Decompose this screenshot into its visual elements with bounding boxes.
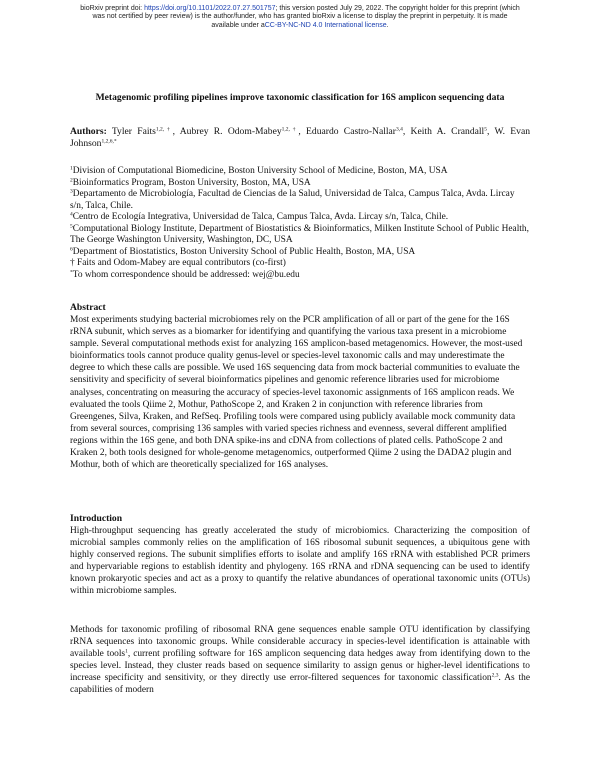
abstract-heading: Abstract: [70, 302, 106, 313]
author-affil-sup: 1,2,6,*: [101, 138, 117, 145]
affiliation-sup: 2: [70, 177, 73, 183]
author-name: Eduardo Castro-Nallar: [306, 126, 397, 137]
affiliation-text: To whom correspondence should be addressed: wej@bu.edu: [72, 269, 300, 280]
banner-text: .: [386, 21, 389, 29]
affiliation: [70, 224, 530, 247]
introduction-paragraph-1: High-throughput sequencing has greatly accelerated the study of microbiomics. Characterizing the composition of microbial samples commonly relies on the amplification of 16S ribosomal subunit sequences, a ubiquitous gene with highly conserved regions. The subunit simplifies efforts to isolate and amplify 16S rRNA with established PCR primers and hypervariable regions to establish identity and phylogeny. 16S rRNA and rDNA sequencing can be used to identify known prokaryotic species and act as a proxy to quantify the relative abundances of operational taxonomic units (OTUs) within microbiome samples.: [70, 526, 530, 597]
affiliation: [70, 212, 530, 224]
biorxiv-banner: [40, 5, 560, 30]
introduction-paragraph-2: [70, 624, 530, 697]
paper-title: Metagenomic profiling pipelines improve taxonomic classification for 16S amplicon sequencing data: [95, 92, 505, 103]
affiliation: [70, 189, 530, 212]
authors-label: Authors:: [70, 126, 107, 137]
affiliation-text: Bioinformatics Program, Boston University, Boston, MA, USA: [72, 177, 311, 188]
affiliation-text: Division of Computational Biomedicine, Boston University School of Medicine, Boston, MA, USA: [72, 166, 448, 176]
affiliation-sup: 5: [70, 223, 73, 229]
citation-sup: 1: [125, 648, 128, 655]
author-name: Tyler Faits: [106, 126, 156, 137]
author-name: Aubrey R. Odom-Mabey: [179, 126, 282, 137]
author-list: [70, 126, 530, 149]
banner-text: ; this version posted July 29, 2022. The copyright holder for this preprint (which: [275, 5, 520, 12]
affiliation: [70, 178, 530, 190]
affiliation-sup: 4: [70, 211, 73, 218]
affiliation-text: Centro de Ecología Integrativa, Universidad de Talca, Campus Talca, Avda. Lircay s/n, Talca, Chile.: [72, 212, 449, 222]
license-link[interactable]: CC-BY-NC-ND 4.0 International license: [264, 21, 387, 29]
author-affil-sup: 1,2,†: [281, 126, 299, 133]
citation-sup: 2,3: [491, 672, 499, 679]
co-first-note: [70, 258, 530, 270]
banner-text: bioRxiv preprint doi:: [80, 5, 145, 12]
author-affil-sup: 5: [484, 126, 487, 133]
banner-text: was not certified by peer review) is the author/funder, who has granted bioRxiv a license to display the preprint in perpetuity. It is made: [92, 13, 508, 21]
affiliation-text: Computational Biology Institute, Department of Biostatistics & Bioinformatics, Milken Institute School of Public Health, The George Washington University, Washington, DC, USA: [70, 223, 529, 245]
correspondence-note: [70, 270, 530, 282]
paragraph-text: . As the capabilities of modern: [70, 673, 530, 696]
author-name: W. Evan Johnson: [70, 126, 530, 149]
affiliation-sup: 6: [70, 246, 73, 252]
author-separator: ,: [402, 126, 411, 137]
affiliation-text: Departamento de Microbiología, Facultad de Ciencias de la Salud, Universidad de Talca, Campus Talca, Avda. Lircay s/n, Talca, Chile.: [70, 189, 515, 211]
banner-text: available under a: [211, 21, 265, 29]
author-separator: ,: [172, 126, 180, 137]
author-affil-sup: 3,4: [396, 126, 403, 133]
doi-link[interactable]: https://doi.org/10.1101/2022.07.27.501757: [144, 5, 276, 12]
affiliation-list: [70, 166, 530, 281]
introduction-heading: Introduction: [70, 513, 123, 524]
affiliation-sup: *: [70, 269, 73, 275]
affiliation-sup: 3: [70, 188, 73, 195]
affiliation: [70, 247, 530, 259]
affiliation-sup: 1: [70, 165, 73, 172]
abstract-text: Most experiments studying bacterial microbiomes rely on the PCR amplification of all or part of the gene for the 16S rRNA subunit, which serves as a biomarker for identifying and quantifying the various taxa present in a microbiome sample. Several computational methods exist for analyzing 16S amplicon-based metagenomics. However, the most-used bioinformatics tools cannot produce quality genus-level or species-level taxonomic calls and may underestimate the degree to which these calls are possible. We used 16S sequencing data from mock bacterial communities to evaluate the sensitivity and specificity of several bioinformatics pipelines and genomic reference libraries used for microbiome analyses, concentrating on measuring the accuracy of species-level taxonomic assignments of 16S amplicon reads. We evaluated the tools Qiime 2, Mothur, PathoScope 2, and Kraken 2 in conjunction with reference libraries from Greengenes, Silva, Kraken, and RefSeq. Profiling tools were compared using publicly available mock community data from several sources, comprising 136 samples with varied species richness and evenness, several different amplified regions within the 16S gene, and both DNA spike-ins and cDNA from collections of plated cells. PathoScope 2 and Kraken 2, both tools designed for whole-genome metagenomics, outperformed Qiime 2 using the DADA2 plugin and Mothur, both of which are theoretically specialized for 16S analyses.: [70, 315, 523, 471]
paragraph-text: Methods for taxonomic profiling of ribosomal RNA gene sequences enable sample OTU identification by classifying rRNA sequences into taxonomic groups. While considerable accuracy in species-level identification is attainable with available tools: [70, 625, 530, 660]
affiliation: [70, 166, 530, 178]
author-separator: ,: [486, 126, 495, 137]
affiliation-text: † Faits and Odom-Mabey are equal contributors (co-first): [70, 258, 286, 268]
author-separator: ,: [298, 126, 307, 137]
author-affil-sup: 1,2,†: [155, 126, 173, 133]
affiliation-text: Department of Biostatistics, Boston University School of Public Health, Boston, MA, USA: [72, 246, 416, 257]
paragraph-text: , current profiling software for 16S amplicon sequencing data hedges away from identifying down to the species level. Instead, they cluster reads based on sequence similarity to assign genus or higher-level identifications to increase specificity and sensitivity, or they directly use error-filtered sequences for taxonomic classification: [70, 649, 530, 684]
author-name: Keith A. Crandall: [410, 126, 485, 137]
